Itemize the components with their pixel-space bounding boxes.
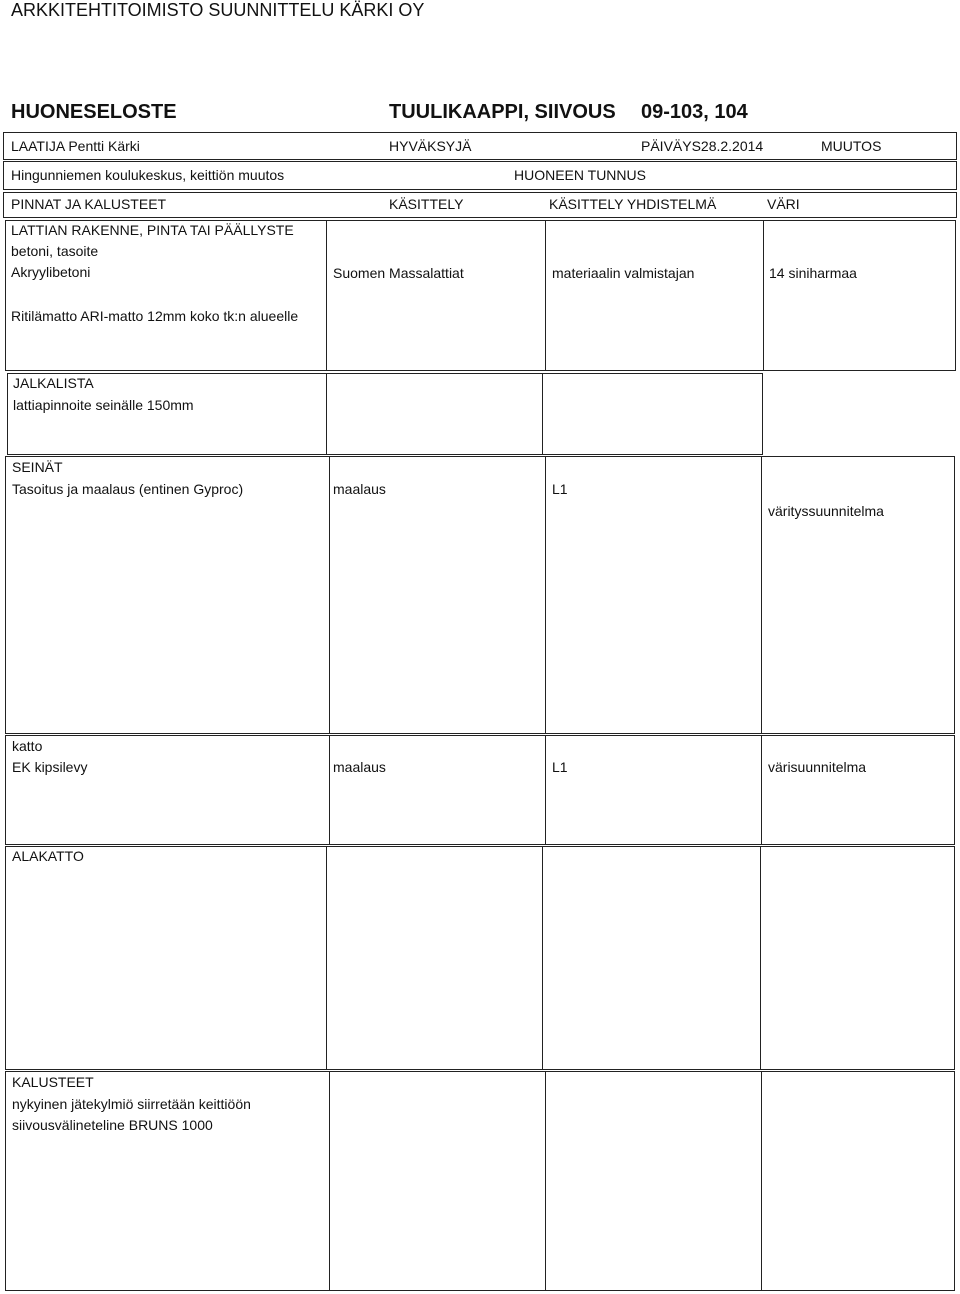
column-surfaces: PINNAT JA KALUSTEET [11,196,167,212]
subceiling-title: ALAKATTO [12,848,84,864]
column-color: VÄRI [767,196,800,212]
project-name: Hingunniemen koulukeskus, keittiön muutos [11,167,285,183]
subceiling-combo-cell [542,846,761,1070]
baseboard-combo-cell [542,373,763,455]
walls-treatment: maalaus [333,481,386,497]
furniture-line-1: nykyinen jätekylmiö siirretään keittiöön [12,1096,251,1112]
floor-color: 14 siniharmaa [769,265,857,281]
room-numbers: 09-103, 104 [641,101,748,123]
ceiling-description-cell [5,735,330,845]
walls-combo: L1 [552,481,568,497]
approver-field: HYVÄKSYJÄ [389,138,472,154]
floor-treatment: Suomen Massalattiat [333,265,464,281]
ceiling-title: katto [12,738,43,754]
room-id-label: HUONEEN TUNNUS [514,167,646,183]
walls-line-1: Tasoitus ja maalaus (entinen Gyproc) [12,481,244,497]
floor-title: LATTIAN RAKENNE, PINTA TAI PÄÄLLYSTE [11,222,294,238]
document-title: HUONESELOSTE [11,101,177,123]
walls-color-cell [761,456,955,734]
date-field: PÄIVÄYS28.2.2014 [641,138,764,154]
walls-color: värityssuunnitelma [768,503,884,519]
floor-combo: materiaalin valmistajan [552,265,695,281]
ceiling-combo-cell [545,735,762,845]
column-treatment: KÄSITTELY [389,196,464,212]
furniture-combo-cell [545,1071,762,1291]
ceiling-color: värisuunnitelma [768,759,867,775]
furniture-treatment-cell [329,1071,546,1291]
room-name: TUULIKAAPPI, SIIVOUS [389,101,616,123]
floor-line-3: Ritilämatto ARI-matto 12mm koko tk:n alueelle [11,308,299,324]
floor-treatment-cell [326,220,546,371]
baseboard-treatment-cell [326,373,543,455]
floor-line-1: betoni, tasoite [11,243,99,259]
ceiling-combo: L1 [552,759,568,775]
info-row [3,132,957,160]
column-treatment-combo: KÄSITTELY YHDISTELMÄ [549,196,717,212]
baseboard-title: JALKALISTA [13,375,94,391]
furniture-color-cell [761,1071,955,1291]
ceiling-color-cell [761,735,955,845]
subceiling-treatment-cell [326,846,543,1070]
floor-combo-cell [545,220,764,371]
walls-title: SEINÄT [12,459,63,475]
floor-color-cell [763,220,956,371]
subceiling-color-cell [760,846,955,1070]
ceiling-treatment: maalaus [333,759,386,775]
company-name: ARKKITEHTITOIMISTO SUUNNITTELU KÄRKI OY [11,0,425,20]
floor-line-2: Akryylibetoni [11,264,91,280]
subceiling-description-cell [5,846,327,1070]
furniture-title: KALUSTEET [12,1074,94,1090]
furniture-line-2: siivousvälineteline BRUNS 1000 [12,1117,213,1133]
walls-combo-cell [545,456,762,734]
changes-field: MUUTOS [821,138,882,154]
baseboard-line-1: lattiapinnoite seinälle 150mm [13,397,194,413]
ceiling-treatment-cell [329,735,546,845]
author-field: LAATIJA Pentti Kärki [11,138,140,154]
ceiling-line-1: EK kipsilevy [12,759,88,775]
